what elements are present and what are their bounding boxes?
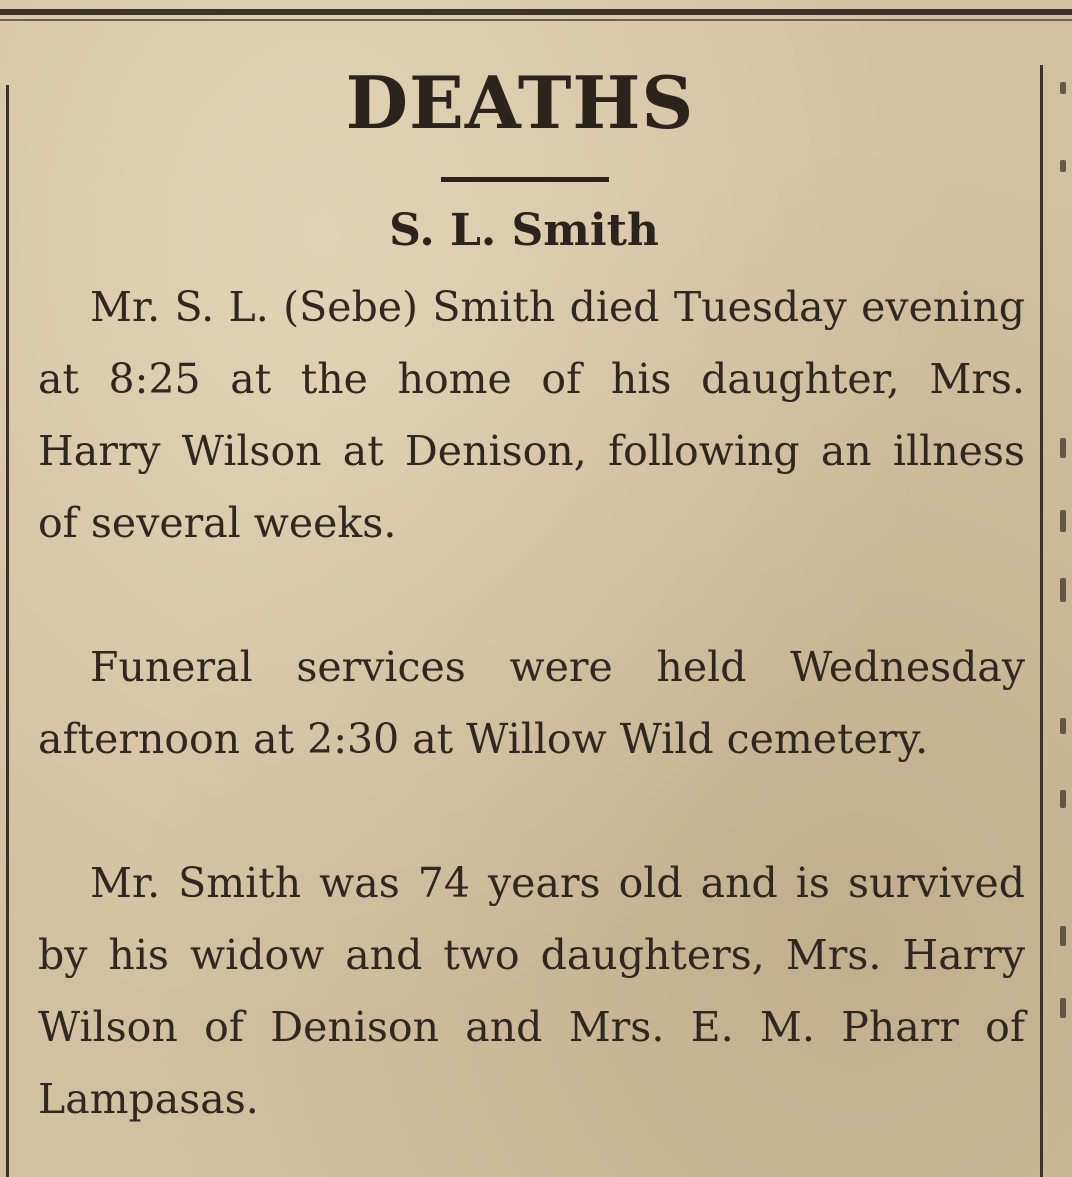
top-column-rule-thin bbox=[0, 19, 1072, 21]
edge-fragment bbox=[1060, 790, 1066, 808]
obituary-paragraph-funeral: Funeral services were held Wednesday afternoon at 2:30 at Willow Wild cemetery. bbox=[38, 643, 1025, 763]
obituary-name-heading: S. L. Smith bbox=[389, 205, 659, 256]
edge-fragment bbox=[1060, 160, 1066, 172]
obituary-paragraph-death: Mr. S. L. (Sebe) Smith died Tuesday evening at 8:25 at the home of his daughter, Mrs. Harry Wilson at Denison, following an illness of several weeks. bbox=[38, 283, 1025, 547]
edge-fragment bbox=[1060, 718, 1066, 734]
edge-fragment bbox=[1060, 926, 1066, 946]
edge-fragment bbox=[1060, 82, 1066, 94]
obituary-paragraph-survivors: Mr. Smith was 74 years old and is survived by his widow and two daughters, Mrs. Harry Wilson of Denison and Mrs. E. M. Pharr of Lampasas. bbox=[38, 859, 1025, 1123]
headline-divider bbox=[441, 177, 609, 182]
section-headline: DEATHS bbox=[345, 60, 695, 145]
edge-fragment bbox=[1060, 510, 1066, 532]
top-column-rule bbox=[0, 9, 1072, 15]
edge-fragment bbox=[1060, 578, 1066, 602]
edge-fragment bbox=[1060, 438, 1066, 458]
edge-fragment bbox=[1060, 998, 1066, 1018]
adjacent-column-edge bbox=[1058, 60, 1072, 1177]
